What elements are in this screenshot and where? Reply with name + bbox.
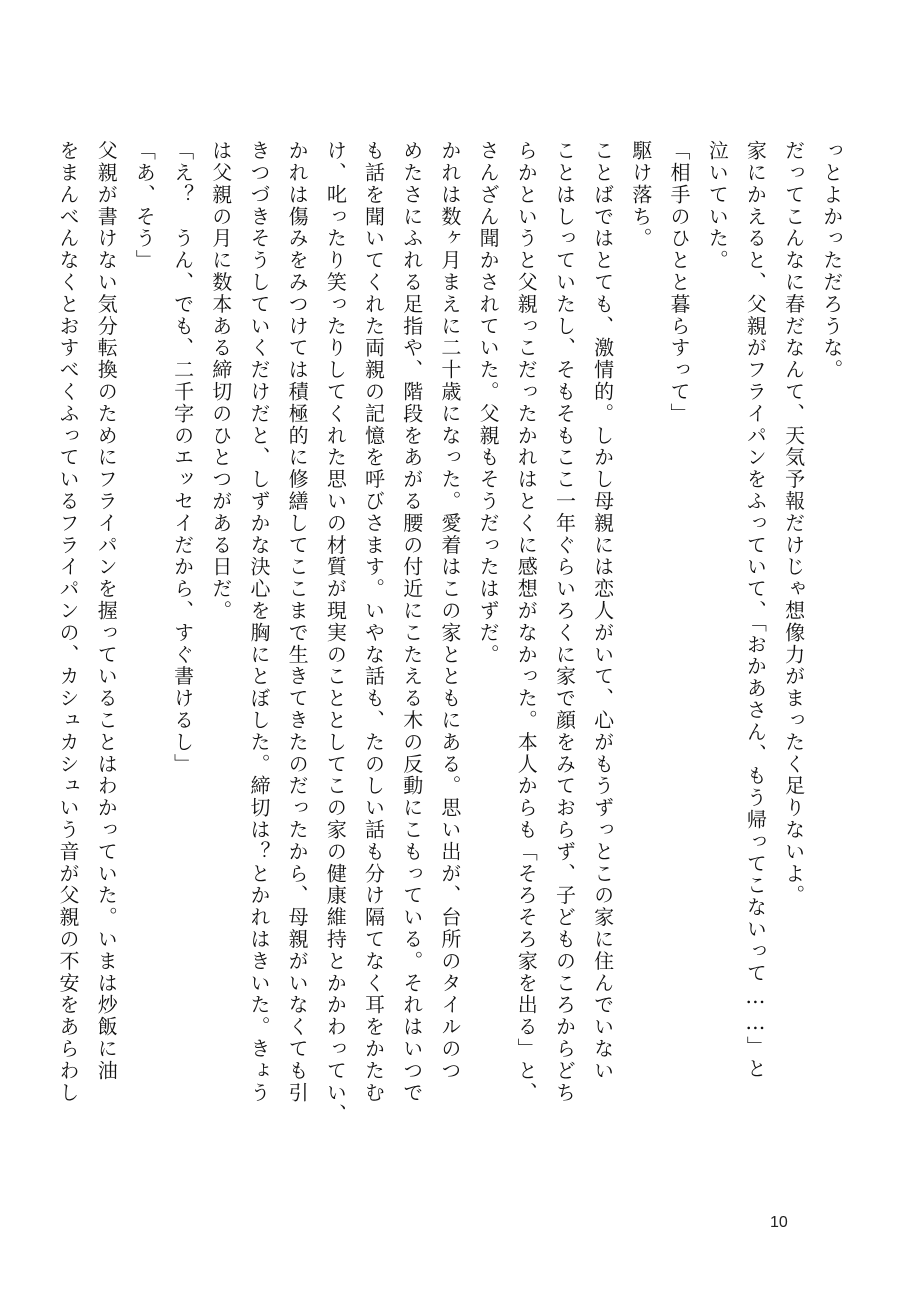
text-line: めたさにふれる足指や、階段をあがる腰の付近にこたえる木の反動にこもっている。それはいつで: [399, 140, 424, 1104]
text-line: 「あ、そう」: [132, 140, 157, 272]
text-line: らかというと父親っこだったかれはとくに感想がなかった。本人からも「そろそろ家を出る」と、: [514, 140, 539, 1104]
text-line: かれは傷みをみつけては積極的に修繕してここまで生きてきたのだったから、母親がいなくても引: [285, 140, 310, 1104]
text-line: は父親の月に数本ある締切のひとつがある日だ。: [208, 140, 233, 622]
text-line: 泣いていた。: [705, 140, 730, 272]
text-line: きつづきそうしていくだけだと、しずかな決心を胸にとぼした。締切は？とかれはきいた。きょう: [246, 140, 271, 1104]
text-line: も話を聞いてくれた両親の記憶を呼びさます。いやな話も、たのしい話も分け隔てなく耳をかたむ: [361, 140, 386, 1104]
text-line: っとよかっただろうな。: [819, 140, 844, 381]
text-line: さんざん聞かされていた。父親もそうだったはずだ。: [476, 140, 501, 666]
text-line: 「相手のひとと暮らすって」: [667, 140, 691, 425]
text-line: ことはしっていたし、そもそもここ一年ぐらいろくに家で顔をみておらず、子どものころからどち: [552, 140, 577, 1104]
text-line: 「え？ うん、でも、二千字のエッセイだから、すぐ書けるし」: [170, 140, 195, 776]
text-line: 家にかえると、父親がフライパンをふっていて、「おかあさん、もう帰ってこないって……」と: [743, 140, 768, 1080]
text-line: ことばではとても、激情的。しかし母親には恋人がいて、心がもうずっとこの家に住んでいない: [590, 140, 615, 1082]
text-line: け、叱ったり笑ったりしてくれた思いの材質が現実のこととしてこの家の健康維持とかかわってい、: [323, 140, 348, 1126]
text-line: だってこんなに春だなんて、天気予報だけじゃ想像力がまったく足りないよ。: [781, 140, 806, 907]
text-line: 駆け落ち。: [628, 140, 653, 250]
text-line: をまんべんなくとおすべくふっているフライパンの、カシュカシュいう音が父親の不安をあらわし: [56, 140, 80, 1104]
page-number: 10: [770, 1214, 788, 1231]
text-line: 父親が書けない気分転換のためにフライパンを握っていることはわかっていた。いまは炒飯に油: [94, 140, 119, 1082]
text-line: かれは数ヶ月まえに二十歳になった。愛着はこの家とともにある。思い出が、台所のタイルのつ: [437, 140, 462, 1082]
body-text: [55, 140, 845, 1140]
